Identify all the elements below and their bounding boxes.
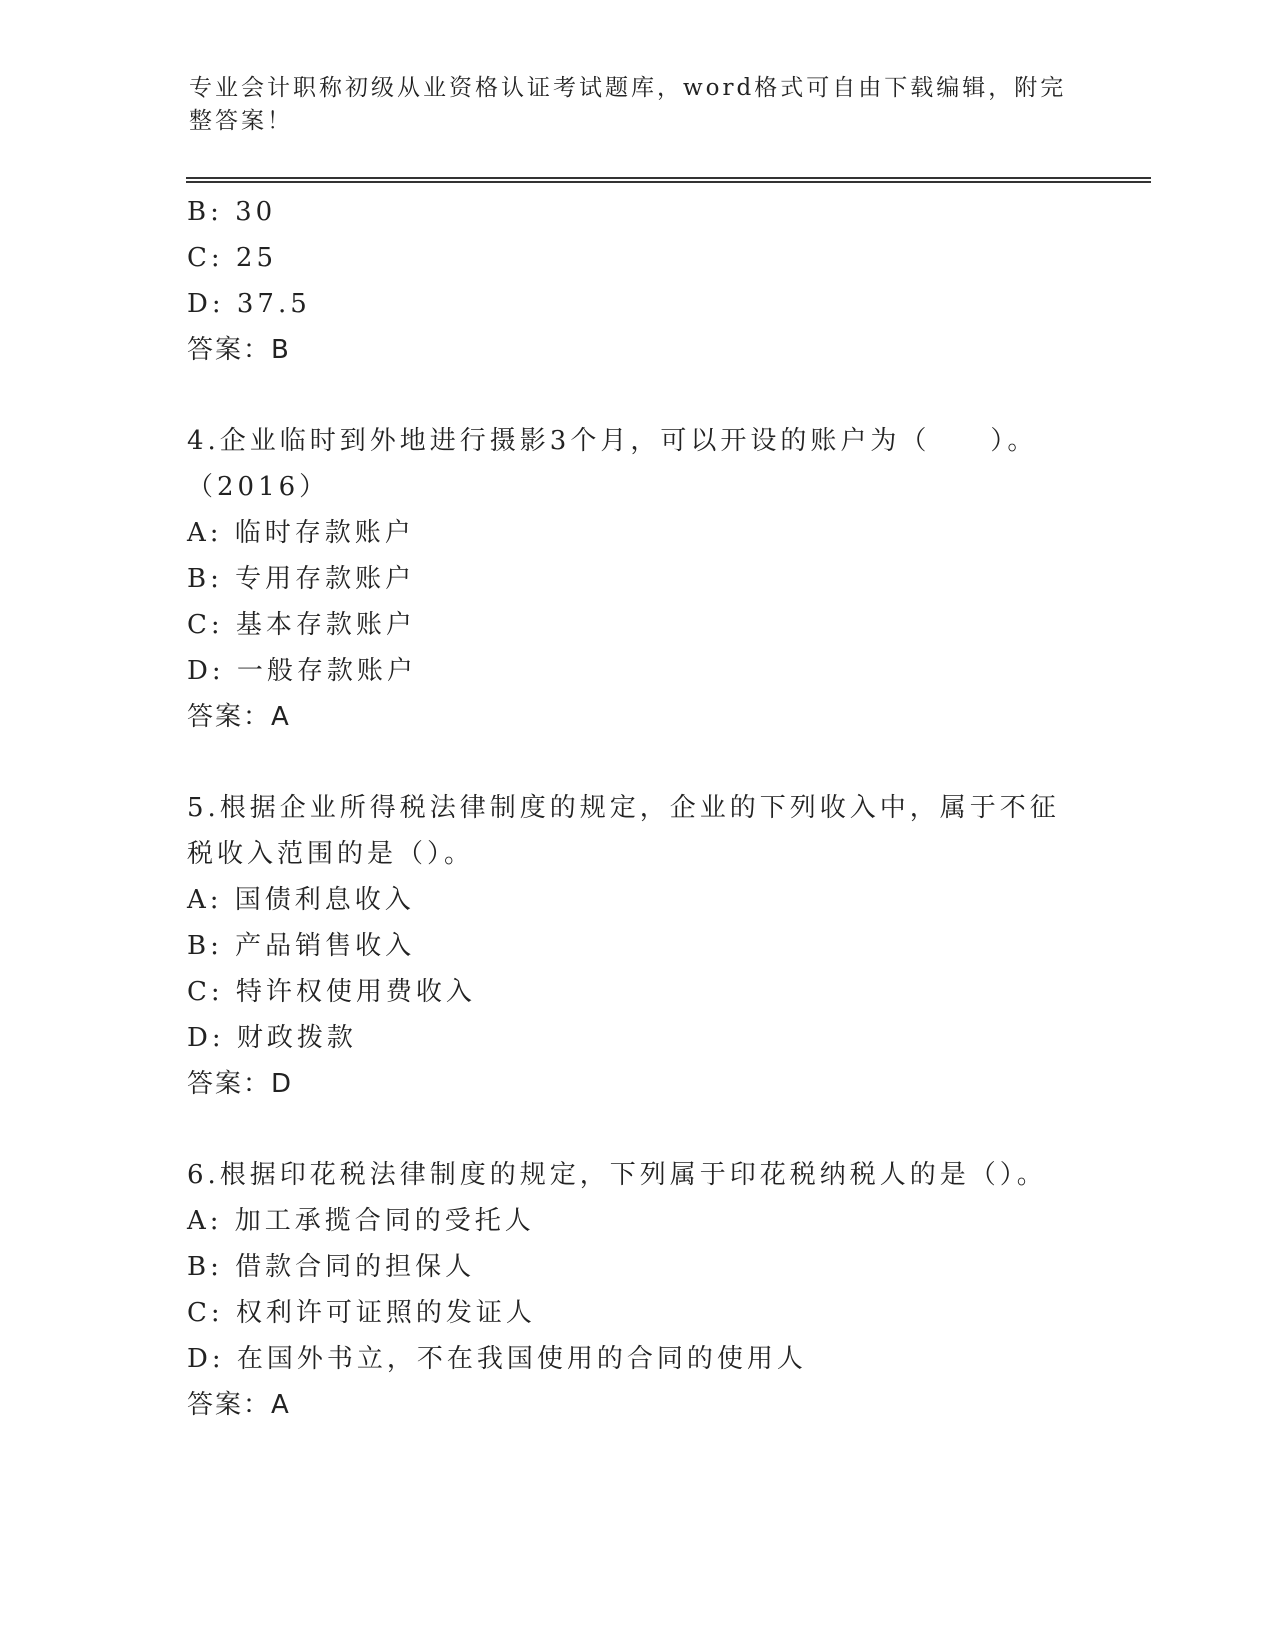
spacer xyxy=(187,1107,1107,1152)
option-d: D: 37.5 xyxy=(187,289,311,319)
header-divider-top xyxy=(186,177,1151,179)
option-a: A: 国债利息收入 xyxy=(187,885,415,915)
option-d: D: 在国外书立，不在我国使用的合同的使用人 xyxy=(187,1344,807,1374)
question-block-3 xyxy=(187,189,1107,373)
option-c: C: 特许权使用费收入 xyxy=(187,977,476,1007)
question-list xyxy=(187,189,1107,1428)
page-header: 专业会计职称初级从业资格认证考试题库，word格式可自由下载编辑，附完整答案！ xyxy=(189,75,1067,134)
option-a: A: 加工承揽合同的受托人 xyxy=(187,1206,535,1236)
header-divider-bottom xyxy=(186,181,1151,183)
option-d: D: 财政拨款 xyxy=(187,1023,357,1053)
answer-line: 答案：A xyxy=(187,702,291,732)
question-block-6 xyxy=(187,1152,1107,1428)
option-b: B: 产品销售收入 xyxy=(187,931,416,961)
answer-line: 答案：A xyxy=(187,1390,291,1420)
answer-line: 答案：D xyxy=(187,1069,294,1099)
answer-line: 答案：B xyxy=(187,335,291,365)
question-block-5 xyxy=(187,785,1107,1107)
spacer xyxy=(187,740,1107,785)
question-text: 6.根据印花税法律制度的规定，下列属于印花税纳税人的是（）。 xyxy=(187,1160,1047,1190)
question-text: 4.企业临时到外地进行摄影3个月，可以开设的账户为（ ）。（2016） xyxy=(187,426,1038,502)
option-a: A: 临时存款账户 xyxy=(187,518,415,548)
option-c: C: 权利许可证照的发证人 xyxy=(187,1298,536,1328)
question-text: 5.根据企业所得税法律制度的规定，企业的下列收入中，属于不征税收入范围的是（）。 xyxy=(187,793,1060,869)
option-c: C: 基本存款账户 xyxy=(187,610,416,640)
spacer xyxy=(187,373,1107,418)
option-b: B: 专用存款账户 xyxy=(187,564,416,594)
question-block-4 xyxy=(187,418,1107,740)
option-b: B: 借款合同的担保人 xyxy=(187,1252,476,1282)
option-b: B: 30 xyxy=(187,197,277,227)
option-c: C: 25 xyxy=(187,243,278,273)
option-d: D: 一般存款账户 xyxy=(187,656,417,686)
